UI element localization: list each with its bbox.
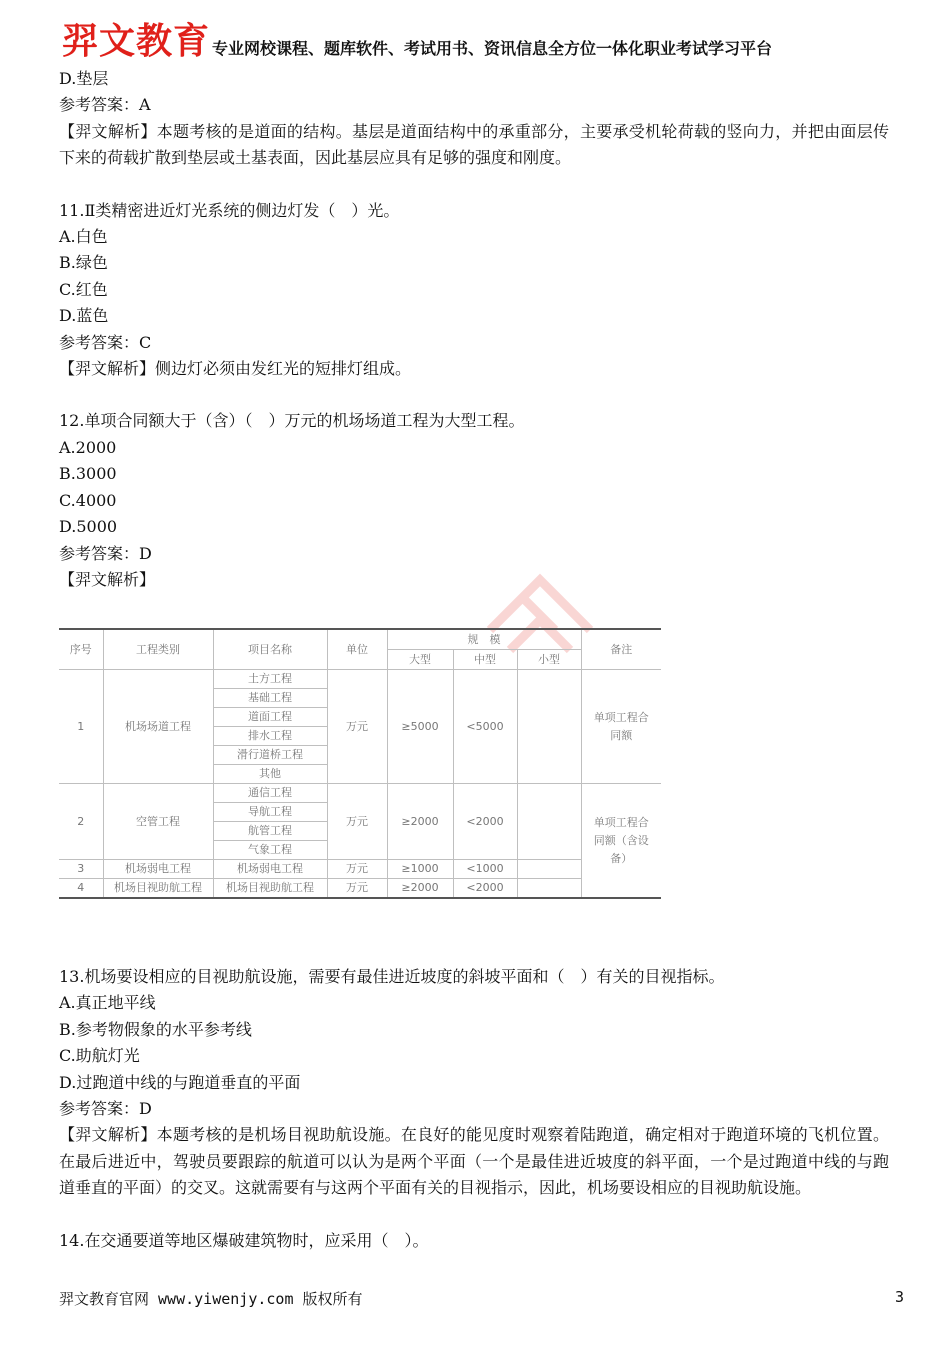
- cell-category: 机场目视助航工程: [103, 879, 213, 899]
- cell-item: 通信工程: [213, 784, 327, 803]
- cell-item: 机场弱电工程: [213, 860, 327, 879]
- cell-remark: 单项工程合同额: [581, 670, 661, 784]
- cell-medium: <5000: [453, 670, 517, 784]
- cell-item: 排水工程: [213, 727, 327, 746]
- q11-option-c: C.红色: [59, 279, 108, 299]
- page-header: [62, 18, 772, 62]
- q12-stem: 12.单项合同额大于（含）（ ）万元的机场场道工程为大型工程。: [59, 411, 525, 431]
- cell-unit: 万元: [327, 670, 387, 784]
- cell-item: 其他: [213, 765, 327, 784]
- table-row: [59, 670, 661, 689]
- q12-analysis: 【羿文解析】: [59, 569, 156, 589]
- cell-remark: 单项工程合同额（含设备）: [581, 784, 661, 899]
- cell-item: 气象工程: [213, 841, 327, 860]
- q13-option-a: A.真正地平线: [59, 993, 156, 1013]
- q13-analysis: 【羿文解析】本题考核的是机场目视助航设施。在良好的能见度时观察着陆跑道，确定相对于跑道环境的飞机位置。在最后进近中，驾驶员要跟踪的航道可以认为是两个平面（一个是最佳进近坡度的斜平面，一个是过跑道中线的与跑道垂直的平面）的交叉。这就需要有与这两个平面有关的目视指示，因此，机场要设相应的目视助航设施。: [59, 1125, 889, 1198]
- header-scale: 规 模: [387, 629, 581, 650]
- header-item: 项目名称: [213, 629, 327, 670]
- q13-option-d: D.过跑道中线的与跑道垂直的平面: [59, 1072, 301, 1092]
- cell-large: ≥2000: [387, 784, 453, 860]
- q10-option-d: D.垫层: [59, 69, 109, 88]
- cell-item: 道面工程: [213, 708, 327, 727]
- q12-option-b: B.3000: [59, 464, 117, 484]
- footer-copyright: 羿文教育官网 www.yiwenjy.com 版权所有: [59, 1290, 363, 1308]
- header-medium: 中型: [453, 650, 517, 670]
- cell-small: [517, 860, 581, 879]
- header-large: 大型: [387, 650, 453, 670]
- cell-no: 4: [59, 879, 103, 899]
- header-small: 小型: [517, 650, 581, 670]
- table-row: [59, 860, 661, 879]
- q11-option-a: A.白色: [59, 227, 108, 247]
- cell-unit: 万元: [327, 879, 387, 899]
- brand-logo: 羿文教育: [62, 21, 211, 62]
- q11-answer: 参考答案：C: [59, 332, 152, 352]
- document-body: [59, 66, 889, 593]
- cell-unit: 万元: [327, 860, 387, 879]
- cell-no: 1: [59, 670, 103, 784]
- q12-option-a: A.2000: [59, 437, 117, 457]
- q12-answer: 参考答案：D: [59, 543, 152, 563]
- q13-option-c: C.助航灯光: [59, 1046, 140, 1066]
- table-row: [59, 879, 661, 899]
- q11-option-d: D.蓝色: [59, 306, 109, 326]
- cell-medium: <2000: [453, 784, 517, 860]
- q12-option-d: D.5000: [59, 517, 118, 537]
- cell-item: 土方工程: [213, 670, 327, 689]
- cell-category: 机场场道工程: [103, 670, 213, 784]
- cell-small: [517, 670, 581, 784]
- header-category: 工程类别: [103, 629, 213, 670]
- header-remark: 备注: [581, 629, 661, 670]
- page-number: 3: [894, 1288, 904, 1306]
- q11-option-b: B.绿色: [59, 253, 108, 273]
- cell-no: 3: [59, 860, 103, 879]
- cell-item: 基础工程: [213, 689, 327, 708]
- cell-medium: <2000: [453, 879, 517, 899]
- q14-stem: 14.在交通要道等地区爆破建筑物时，应采用（ ）。: [59, 1230, 429, 1250]
- cell-no: 2: [59, 784, 103, 860]
- cell-category: 机场弱电工程: [103, 860, 213, 879]
- cell-small: [517, 879, 581, 899]
- q10-analysis: 【羿文解析】本题考核的是道面的结构。基层是道面结构中的承重部分，主要承受机轮荷载的竖向力，并把由面层传下来的荷载扩散到垫层或土基表面，因此基层应具有足够的强度和刚度。: [59, 121, 889, 168]
- cell-item: 滑行道桥工程: [213, 746, 327, 765]
- cell-large: ≥1000: [387, 860, 453, 879]
- project-scale-table: [59, 628, 661, 899]
- header-slogan: 专业网校课程、题库软件、考试用书、资讯信息全方位一体化职业考试学习平台: [212, 39, 773, 58]
- document-body-lower: [59, 964, 889, 1254]
- cell-item: 机场目视助航工程: [213, 879, 327, 899]
- scale-table-figure: [59, 628, 661, 900]
- q11-stem: 11.Ⅱ类精密进近灯光系统的侧边灯发（ ）光。: [59, 200, 400, 220]
- q13-answer: 参考答案：D: [59, 1099, 152, 1119]
- q11-analysis: 【羿文解析】侧边灯必须由发红光的短排灯组成。: [59, 359, 412, 379]
- header-unit: 单位: [327, 629, 387, 670]
- table-row: [59, 784, 661, 803]
- cell-large: ≥5000: [387, 670, 453, 784]
- cell-medium: <1000: [453, 860, 517, 879]
- page-footer: [59, 1288, 904, 1309]
- cell-category: 空管工程: [103, 784, 213, 860]
- q10-answer: 参考答案：A: [59, 95, 151, 115]
- q12-option-c: C.4000: [59, 490, 117, 510]
- header-no: 序号: [59, 629, 103, 670]
- q13-stem: 13.机场要设相应的目视助航设施，需要有最佳进近坡度的斜坡平面和（ ）有关的目视指标。: [59, 967, 725, 986]
- q13-option-b: B.参考物假象的水平参考线: [59, 1019, 252, 1039]
- cell-item: 航管工程: [213, 822, 327, 841]
- cell-small: [517, 784, 581, 860]
- cell-item: 导航工程: [213, 803, 327, 822]
- cell-large: ≥2000: [387, 879, 453, 899]
- cell-unit: 万元: [327, 784, 387, 860]
